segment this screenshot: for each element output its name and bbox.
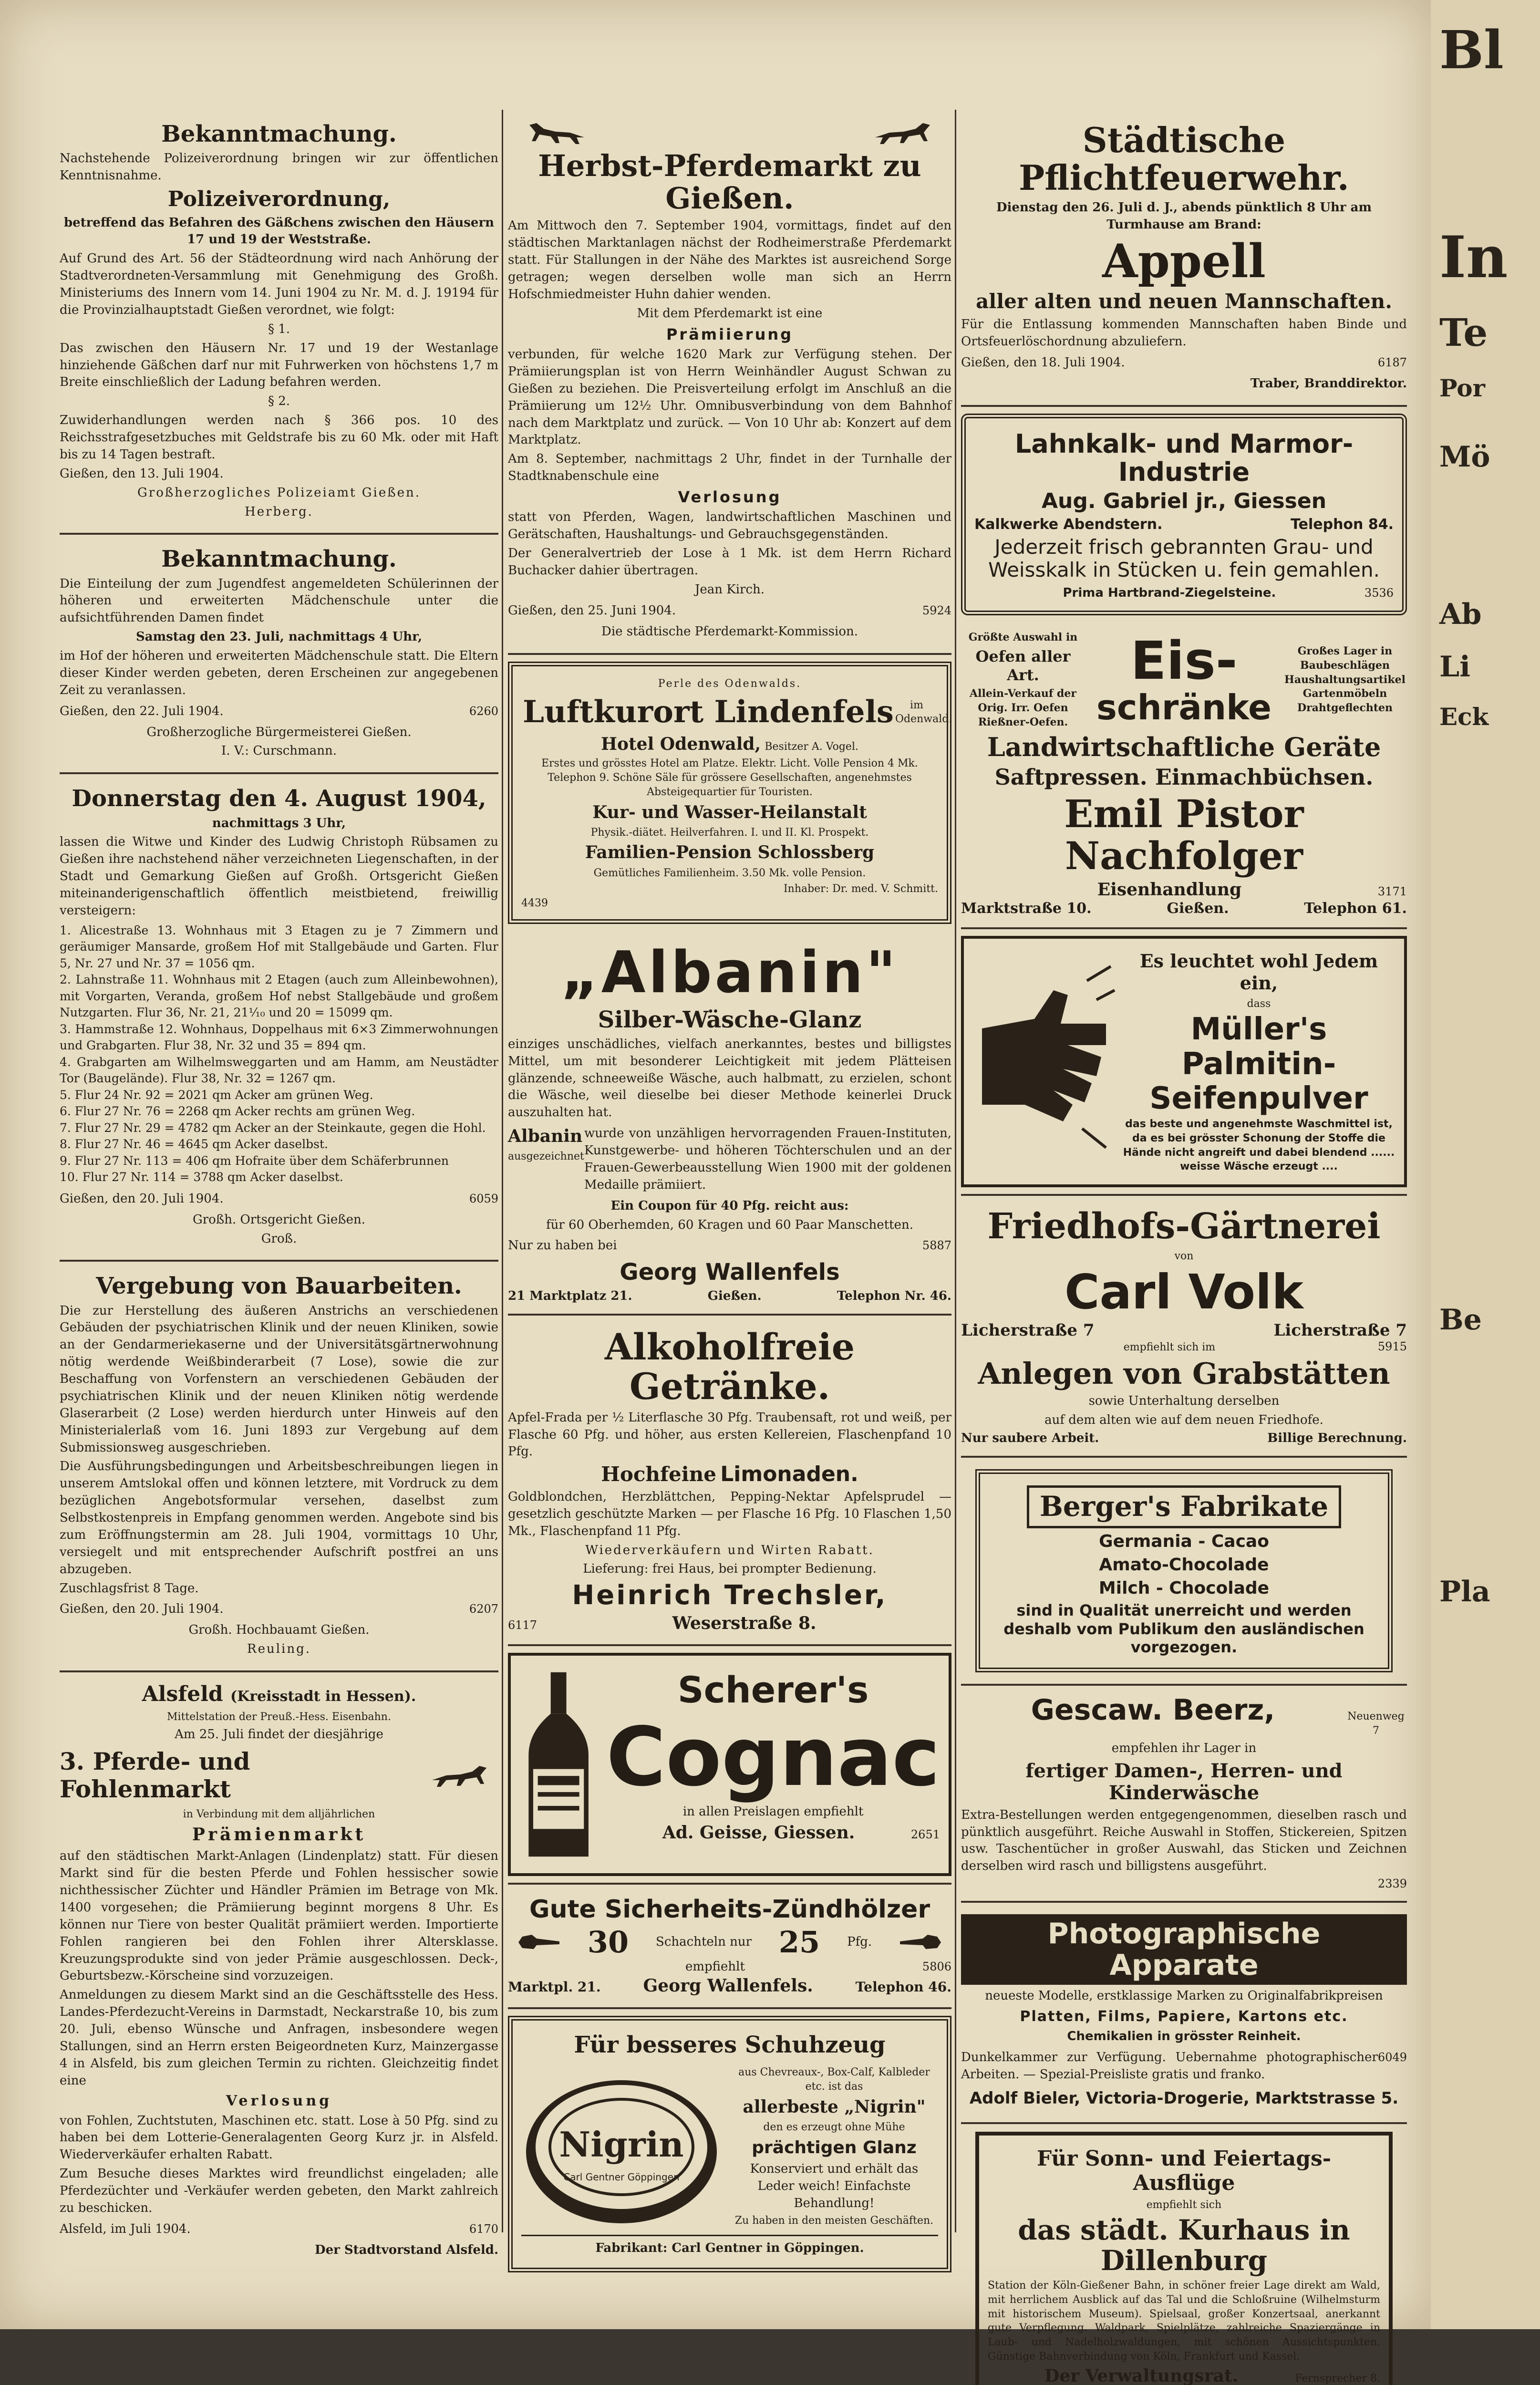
edge-fragment: Te: [1439, 310, 1488, 355]
paragraph-text: Das zwischen den Häusern Nr. 17 und 19 der Westanlage hinziehende Gäßchen darf nur mit Fuhrwerken von höchstens 1,7 m Breite einschließlich der Ladung befahren werden.: [60, 341, 498, 390]
ad-number: 2339: [1377, 1877, 1407, 1891]
ad-recommend: empfiehlt sich im: [1123, 1341, 1216, 1354]
firm-name: Gescaw. Beerz,: [1031, 1693, 1275, 1727]
ad-body: verbunden, für welche 1620 Mark zur Verfügung stehen. Der Prämiierungsplan ist von Herrn Weinhändler August Schwan zu Gießen zu beziehen. Die Preisverteilung erfolgt im Anschluß an die Prämiierung um 12½ Uhr. Omnibusverbindung von dem Bahnhof nach dem Marktplatz und zurück. — Von 10 Uhr ab: Konzert auf dem Marktplatz.: [508, 347, 951, 447]
ad-body: auf den städtischen Markt-Anlagen (Lindenplatz) statt. Für diesen Markt sind für die besten Pferde und Fohlen hessischer sowie nichthessischer Züchter und Händler Prämien im Betrage von Mk. 1400 vorgesehen; die Prämiierung beginnt morgens 8 Uhr. Es können nur Tiere von bester Qualität prämiiert werden. Importierte Fohlen rangieren bei den Fohlen ihrer Altersklasse. Kreuzungsprodukte sind von jeder Prämie ausgeschlossen. Deck-, Geburtsbezw.-Körscheine sind vorzuzeigen.: [60, 1849, 498, 1983]
pistor-line: Landwirtschaftliche Geräte: [987, 732, 1381, 763]
notice-body: Die Einteilung der zum Jugendfest angemeldeten Schülerinnen der höheren und erweiterten Mädchenschule unter die aufsichtführenden Damen findet: [60, 576, 498, 625]
firm-phone: Telephon 84.: [1291, 516, 1394, 533]
notice-signer: Traber, Branddirektor.: [1250, 376, 1407, 391]
ad-berger: [975, 1469, 1393, 1673]
ad-title: Photographische Apparate: [961, 1914, 1407, 1985]
edge-fragment: Pla: [1439, 1575, 1490, 1608]
pension-title: Familien-Pension Schlossberg: [585, 842, 875, 863]
product-name: Cognac: [606, 1710, 940, 1804]
dealer-name: Heinrich Trechsler,: [572, 1580, 888, 1611]
ad-kurhaus: [975, 2132, 1393, 2385]
ad-subtitle: Silber-Wäsche-Glanz: [598, 1006, 862, 1033]
notice-body: Die zur Herstellung des äußeren Anstrichs an verschiedenen Gebäuden der psychiatrischen Klinik und der neuen Kliniken, sowie an der Gendarmeriekaserne und der Universitätsgärtnerwohnung nötig werdende Weißbinderarbeit (7 Lose), sowie die zur Beschaffung von Vorfenstern an verschiedenen Gebäuden der psychiatrischen Klinik und der neuen Kliniken nötig werdende Glaserarbeit (2 Lose) werden hierdurch unter Hinweis auf den Ministerialerlaß vom 16. Juni 1893 zur Vergebung auf dem Submissionsweg ausgeschrieben.: [60, 1303, 498, 1455]
notice-date: Gießen, den 13. Juli 1904.: [60, 466, 224, 481]
ad-body: Apfel-Frada per ½ Literflasche 30 Pfg. Traubensaft, rot und weiß, per Flasche 60 Pfg. und höher, aus ersten Kellereien, Flaschenpfand 10 Pfg.: [508, 1410, 951, 1459]
auction-title: Donnerstag den 4. August 1904,: [72, 785, 486, 812]
pistor-left: Rießner-Oefen.: [978, 716, 1068, 728]
edge-fragment: Ab: [1439, 598, 1482, 631]
notice-bauarbeiten: [60, 1262, 498, 1672]
ad-zuendhoelzer: [508, 1883, 951, 2009]
ad-number: 3171: [1377, 885, 1407, 899]
ad-body: Mit dem Pferdemarkt ist eine: [637, 306, 823, 321]
ad-body: Extra-Bestellungen werden entgegengenommen, dieselben rasch und pünktlich ausgeführt. Reiche Auswahl in Stoffen, Stickereien, Spitzen usw. Taschentücher in großer Auswahl, das Sticken und Zeichnen derselben wird rasch und billigstens ausgeführt.: [961, 1807, 1407, 1874]
verlosung-title: Verlosung: [678, 488, 782, 507]
notice-date: Gießen, den 20. Juli 1904.: [60, 1191, 224, 1206]
ad-subtitle: Mittelstation der Preuß.-Hess. Eisenbahn.: [167, 1711, 391, 1723]
ad-number: 6049: [1377, 2051, 1407, 2064]
firm-address: Neuenweg 7: [1347, 1711, 1405, 1737]
product-item: Germania - Cacao: [1099, 1531, 1269, 1551]
notice-authority: Großherzogliches Polizeiamt Gießen.: [137, 485, 421, 500]
praemien-title: Prämienmarkt: [192, 1825, 366, 1845]
pension-owner: Inhaber: Dr. med. V. Schmitt.: [783, 883, 938, 895]
ad-recommend: empfehlen ihr Lager in: [1111, 1741, 1257, 1755]
pension-text: Gemütliches Familienheim. 3.50 Mk. volle Pension.: [593, 867, 866, 879]
edge-fragment: Mö: [1439, 440, 1490, 474]
notice-when: Dienstag den 26. Juli d. J., abends pünktlich 8 Uhr am Turmhause am Brand:: [996, 200, 1372, 232]
notice-title: Vergebung von Bauarbeiten.: [96, 1273, 462, 1300]
works-name: Kalkwerke Abendstern.: [974, 516, 1163, 533]
ad-text: in allen Preislagen empfiehlt: [682, 1804, 864, 1819]
notice-authority: Großh. Hochbauamt Gießen.: [188, 1623, 370, 1638]
firm-name: Carl Volk: [1065, 1264, 1303, 1320]
paragraph-number: § 2.: [268, 394, 290, 409]
pointing-hand-icon: [972, 962, 1116, 1162]
dealer-address: Marktpl. 21.: [508, 1979, 601, 1995]
ad-body: Der Generalvertrieb der Lose à 1 Mk. ist dem Herrn Richard Buchacker dahier übertragen.: [508, 546, 951, 578]
kur-title: Kur- und Wasser-Heilanstalt: [592, 802, 867, 822]
ad-number: 6187: [1377, 356, 1407, 370]
column-1: [60, 110, 498, 2261]
ad-number: 5806: [922, 1960, 951, 1974]
ad-title: „Albanin": [560, 939, 899, 1006]
ad-service: auf dem alten wie auf dem neuen Friedhofe.: [1044, 1412, 1323, 1427]
notice-title: Städtische Pflichtfeuerwehr.: [1019, 120, 1349, 198]
nigrin-maker: Fabrikant: Carl Gentner in Göppingen.: [521, 2235, 938, 2257]
notice-signer: I. V.: Curschmann.: [221, 744, 337, 758]
edge-fragment: Eck: [1439, 703, 1489, 731]
ad-title: Friedhofs-Gärtnerei: [987, 1206, 1381, 1247]
ad-body: Zum Besuche dieses Marktes wird freundlichst eingeladen; alle Pferdezüchter und -Verkäufer werden gebeten, den Markt zahlreich zu beschicken.: [60, 2167, 498, 2215]
property-item: 1. Alicestraße 13. Wohnhaus mit 3 Etagen zu je 7 Zimmern und geräumiger Mansarde, großem Hof mit Stallgebäude und Garten. Flur 5, Nr. 27 und Nr. 37 = 1056 qm.: [60, 923, 498, 970]
property-item: 6. Flur 27 Nr. 76 = 2268 qm Acker rechts am grünen Weg.: [60, 1104, 415, 1119]
ad-title: Berger's Fabrikate: [1027, 1485, 1341, 1528]
appell-title: Appell: [1102, 234, 1266, 289]
ad-date: Alsfeld, im Juli 1904.: [60, 2221, 191, 2236]
price-mid: Schachteln nur: [656, 1935, 752, 1949]
property-list: [60, 923, 498, 1186]
bottle-icon: [519, 1664, 598, 1865]
notice-body: Die Ausführungsbedingungen und Arbeitsbeschreibungen liegen in unserem Amtslokal offen und können letztere, mit Vordruck zu dem bezüglichen Angebotsformular versehen, daselbst zum Selbstkostenpreis in Empfang genommen werden. Angebote sind bis zum Eröffnungstermin am 28. Juli 1904, vormittags 10 Uhr, versiegelt und mit entsprechender Aufschrift postfrei an uns abzugeben.: [60, 1459, 498, 1576]
firm-address: Licherstraße 7: [961, 1321, 1095, 1340]
notice-feuerwehr: [961, 110, 1407, 407]
ad-title-sub: (Kreisstadt in Hessen).: [230, 1688, 416, 1705]
ad-body: das beste und angenehmste Waschmittel ist, da es bei grösster Schonung der Stoffe die Hände nicht angreift und dabei blendend ...... weisse Wäsche erzeugt ....: [1123, 1118, 1395, 1173]
ad-signer: Der Verwaltungsrat.: [1044, 2365, 1239, 2385]
ad-pistor: [961, 622, 1407, 930]
ad-number: 4439: [521, 897, 548, 909]
product-item: Amato-Chocolade: [1099, 1555, 1269, 1575]
schraenke-title: schränke: [1096, 687, 1271, 727]
brand-sub: ausgezeichnet: [508, 1151, 584, 1163]
notice-authority: Großh. Ortsgericht Gießen.: [192, 1212, 366, 1227]
dealer-name: Georg Wallenfels: [620, 1259, 840, 1286]
ad-beerz: [961, 1684, 1407, 1903]
ad-nigrin: [508, 2016, 951, 2272]
ad-body: Lieferung: frei Haus, bei prompter Bedienung.: [583, 1562, 877, 1576]
verlosung-title: Verlosung: [226, 2092, 332, 2109]
pistor-right: Großes Lager in: [1297, 645, 1393, 658]
ad-lindenfels: [508, 662, 951, 924]
ad-lahnkalk: [961, 414, 1407, 615]
auction-body: lassen die Witwe und Kinder des Ludwig Christoph Rübsamen zu Gießen ihre nachstehend näher verzeichneten Liegenschaften, in der Stadt und Gemarkung Gießen auf Großh. Ortsgericht Gießen miteinanderigenschaftlich öffentlich meistbietend, freiwillig versteigern:: [60, 835, 498, 918]
firm-name: Emil Pistor Nachfolger: [1064, 791, 1304, 879]
firm-city: Gießen.: [1167, 900, 1229, 917]
notice-body: Auf Grund des Art. 56 der Städteordnung wird nach Anhörung der Stadtverordneten-Versammlung mit Genehmigung des Großh. Ministeriums des Innern vom 14. Juni 1904 zu Nr. M. d. J. 19194 für die Provinzialhauptstadt Gießen verordnet, wie folgt:: [60, 251, 498, 317]
dealer-address: 21 Marktplatz 21.: [508, 1288, 632, 1303]
edge-fragment: Be: [1439, 1303, 1482, 1337]
ad-goods: fertiger Damen-, Herren- und Kinderwäsche: [1025, 1759, 1343, 1804]
pistor-left: Allein-Verkauf der: [970, 687, 1076, 700]
ad-service: Anlegen von Grabstätten: [978, 1356, 1390, 1391]
brand-name: Müller's: [1190, 1012, 1327, 1047]
ad-title: Alkoholfreie Getränke.: [604, 1325, 855, 1408]
brand-name: Albanin: [508, 1126, 583, 1147]
property-item: 4. Grabgarten am Wilhelmsweggarten und am Hamm, am Neustädter Tor (Baugelände). Flur 38, Nr. 32 = 1267 qm.: [60, 1055, 498, 1086]
notice-intro: Nachstehende Polizeiverordnung bringen wir zur öffentlichen Kenntnisnahme.: [60, 151, 498, 183]
notice-jugendfest: [60, 535, 498, 774]
notice-authority: Großherzogliche Bürgermeisterei Gießen.: [146, 725, 412, 739]
ad-friedhofsgaertnerei: [961, 1194, 1407, 1458]
pistor-left: Größte Auswahl in: [968, 631, 1078, 643]
nigrin-claim: allerbeste „Nigrin": [743, 2096, 926, 2117]
ad-body: Jederzeit frisch gebrannten Grau- und Weisskalk in Stücken u. fein gemahlen.: [988, 535, 1380, 582]
ad-body: Anmeldungen zu diesem Markt sind an die Geschäftsstelle des Hess. Landes-Pferdezucht-Vereins in Darmstadt, Neckarstraße 10, bis zum 20. Juli, ebenso Wünsche und Anfragen, insbesondere wegen Stallungen, sind an Herrn ersten Beigeordneten Kurz, Mainzergasse 4 in Alsfeld, bis zum gleichen Termin zu richten. Gleichzeitig findet eine: [60, 1988, 498, 2088]
nigrin-claim: prächtigen Glanz: [752, 2137, 917, 2157]
dealer-phone: Telephon 46.: [855, 1979, 951, 1995]
ad-photographie: [961, 1903, 1407, 2124]
property-item: 8. Flur 27 Nr. 46 = 4645 qm Acker daselbst.: [60, 1137, 329, 1151]
firm-sub: Eisenhandlung: [1097, 880, 1242, 900]
ad-mueller-seifenpulver: [961, 936, 1407, 1187]
dealer-phone: Telephon Nr. 46.: [837, 1288, 951, 1303]
ad-body: Station der Köln-Gießener Bahn, in schöner freier Lage direkt am Wald, mit herrlichem Ausblick auf das Tal und die Schloßruine (Wilhelmsturm mit historischem Museum). Spielsaal, großer Konzertsaal, anerkannt gute Verpflegung. Waldpark, Spielplätze, zahlreiche Spaziergänge in Laub- und Nadelholzwaldungen, mit schönen Aussichtspunkten. Günstige Bahnverbindung von Köln, Frankfurt und Kassel.: [988, 2280, 1380, 2363]
ad-body: Am 8. September, nachmittags 2 Uhr, findet in der Turnhalle der Stadtknabenschule eine: [508, 452, 951, 484]
ad-title: Alsfeld: [142, 1682, 223, 1707]
notice-polizeiverordnung: [60, 110, 498, 535]
ad-recommend: empfiehlt: [685, 1960, 745, 1974]
notice-date: Gießen, den 18. Juli 1904.: [961, 355, 1125, 370]
ad-date: Gießen, den 25. Juni 1904.: [508, 603, 676, 618]
tin-brand: Nigrin: [559, 2124, 684, 2165]
product-item: Milch - Chocolade: [1098, 1578, 1270, 1598]
coupon-title: Ein Coupon für 40 Pfg. reicht aus:: [610, 1198, 849, 1213]
notice-date: Gießen, den 22. Juli 1904.: [60, 704, 224, 718]
column-rule: [955, 110, 956, 2232]
ad-title: Lahnkalk- und Marmor-Industrie: [1014, 428, 1354, 487]
firm-name: Aug. Gabriel jr., Giessen: [1041, 488, 1327, 513]
firm-address: Marktstraße 10.: [961, 900, 1092, 917]
ad-alkoholfrei: [508, 1316, 951, 1647]
ad-alsfeld: [60, 1672, 498, 2259]
nigrin-text: Konserviert und erhält das Leder weich! Einfachste Behandlung!: [750, 2161, 919, 2210]
ad-number: 2651: [910, 1827, 940, 1841]
ad-number: 5887: [922, 1239, 951, 1253]
ad-connection: in Verbindung mit dem alljährlichen: [183, 1808, 375, 1821]
brand-name: Scherer's: [677, 1669, 869, 1711]
property-item: 7. Flur 27 Nr. 29 = 4782 qm Acker an der Steinkaute, gegen die Hohl.: [60, 1120, 486, 1135]
ad-title: Luftkurort Lindenfels: [523, 694, 894, 730]
notice-title: Bekanntmachung.: [161, 121, 397, 147]
notice-when: Samstag den 23. Juli, nachmittags 4 Uhr,: [135, 630, 423, 644]
eis-title: Eis-: [1130, 630, 1238, 692]
ad-body: neueste Modelle, erstklassige Marken zu Originalfabrikpreisen: [985, 1989, 1383, 2003]
pistor-right: Haushaltungsartikel: [1284, 673, 1406, 686]
notice-body: im Hof der höheren und erweiterten Mädchenschule statt. Die Eltern dieser Kinder werden gebeten, deren Erscheinen zur angegebenen Zeit zu veranlassen.: [60, 649, 498, 697]
firm-address: Licherstraße 7: [1273, 1321, 1407, 1340]
pistor-right: Baubeschlägen: [1300, 659, 1390, 672]
column-3: [961, 110, 1407, 2385]
horse-icon: [427, 1761, 498, 1790]
property-item: 2. Lahnstraße 11. Wohnhaus mit 2 Etagen (auch zum Alleinbewohnen), mit Vorgarten, Veranda, großem Hof nebst Stallgebäude und großem Nutzgarten. Flur 36, Nr. 21, 21¹⁄₁₀ und 20 = 15099 qm.: [60, 973, 498, 1020]
ad-side: im Odenwald.: [895, 699, 952, 726]
ad-phone: Fernsprecher 8.: [1295, 2372, 1380, 2385]
pistor-right: Gartenmöbeln: [1302, 687, 1387, 700]
hotel-text: Erstes und grösstes Hotel am Platze. Elektr. Licht. Volle Pension 4 Mk. Telephon 9. Schöne Säle für grössere Gesellschaften, angenehmstes Absteigequartier für Touristen.: [541, 757, 918, 798]
notice-signer: Reuling.: [247, 1642, 311, 1657]
horse-icon: [517, 118, 589, 147]
column-2: [508, 110, 951, 2279]
ad-items: Platten, Films, Papiere, Kartons etc.: [1020, 2008, 1348, 2025]
ad-body: einziges unschädliches, vielfach anerkanntes, bestes und billigstes Mittel, um mit besonderer Leichtigkeit mit jedem Plätteisen glänzende, schneeweiße Wäsche, auch halbmatt, zu erzielen, schont die Wäsche, weil dieselbe bei dieser Methode keinerlei Druck auszuhalten hat.: [508, 1037, 951, 1120]
ad-body: Wiederverkäufern und Wirten Rabatt.: [585, 1543, 874, 1557]
brand-name: Palmitin-: [1181, 1046, 1336, 1082]
pointing-hand-icon: [899, 1933, 942, 1952]
notice-zuschlag: Zuschlagsfrist 8 Tage.: [60, 1581, 199, 1596]
notice-body: Für die Entlassung kommenden Mannschaften haben Binde und Ortsfeuerlöschordnung abzuliefern.: [961, 317, 1407, 349]
pistor-right: Drahtgeflechten: [1297, 701, 1393, 714]
ad-number: 6260: [469, 704, 498, 718]
property-item: 10. Flur 27 Nr. 114 = 3788 qm Acker daselbst.: [60, 1170, 343, 1184]
notice-signer: Groß.: [261, 1231, 297, 1246]
ad-title: Für Sonn- und Feiertags-Ausflüge: [1036, 2146, 1332, 2195]
ad-signer: Der Stadtvorstand Alsfeld.: [315, 2242, 498, 2257]
hotel-name: Hotel Odenwald,: [601, 734, 761, 754]
ad-signer: Jean Kirch.: [694, 582, 765, 597]
ad-title: Gute Sicherheits-Zündhölzer: [529, 1895, 930, 1924]
ad-body: wurde von unzähligen hervorragenden Frauen-Instituten, Kunstgewerbe- und höheren Töchterschulen und an der Frauen-Gewerbeausstellung Wien 1900 mit der goldenen Medaille prämiiert.: [584, 1126, 951, 1192]
property-item: 5. Flur 24 Nr. 92 = 2021 qm Acker am grünen Weg.: [60, 1088, 373, 1102]
notice-subtitle: Polizeiverordnung,: [167, 187, 391, 211]
dealer-name: Georg Wallenfels.: [643, 1976, 813, 1996]
ad-slogan: Es leuchtet wohl Jedem ein,: [1139, 950, 1378, 994]
ad-left: Nur saubere Arbeit.: [961, 1431, 1099, 1445]
ad-cognac: [508, 1653, 951, 1876]
dealer-name: Ad. Geisse, Giessen.: [662, 1822, 855, 1843]
coupon-text: für 60 Oberhemden, 60 Kragen und 60 Paar Manschetten.: [546, 1217, 913, 1232]
ad-date-line: Am 25. Juli findet der diesjährige: [175, 1727, 383, 1742]
ad-chem: Chemikalien in grösster Reinheit.: [1067, 2029, 1301, 2044]
ad-herbst-pferdemarkt: [508, 110, 951, 655]
auction-time: nachmittags 3 Uhr,: [212, 816, 346, 830]
notice-date: Gießen, den 20. Juli 1904.: [60, 1602, 224, 1617]
property-item: 3. Hammstraße 12. Wohnhaus, Doppelhaus mit 6×3 Zimmerwohnungen und Grabgarten. Flur 38, Nr. 32 und 35 = 894 qm.: [60, 1022, 498, 1053]
edge-fragment: In: [1439, 224, 1508, 291]
firm-phone: Telephon 61.: [1304, 900, 1407, 917]
praemierung-title: Prämiierung: [666, 325, 794, 343]
edge-fragment: Por: [1439, 374, 1485, 402]
ad-body: von Fohlen, Zuchtstuten, Maschinen etc. statt. Lose à 50 Pfg. sind zu haben bei dem Lotterie-Generalagenten Georg Kurz jr. in Alsfeld. Wiederverkäufer erhalten Rabatt.: [60, 2113, 498, 2162]
ad-body: Goldblondchen, Herzblättchen, Pepping-Nektar Apfelsprudel — gesetzlich geschützte Marken — per Flasche 16 Pfg. 10 Flaschen 1,50 Mk., Flaschenpfand 11 Pfg.: [508, 1489, 951, 1538]
ad-perle: Perle des Odenwalds.: [658, 677, 802, 690]
count-30: 30: [587, 1925, 629, 1960]
property-item: 9. Flur 27 Nr. 113 = 406 qm Hofraite über dem Schäferbrunnen: [60, 1153, 449, 1168]
ad-right: Billige Berechnung.: [1267, 1431, 1407, 1445]
nigrin-text: aus Chevreaux-, Box-Calf, Kalbleder etc. ist das: [738, 2066, 930, 2093]
ad-number: 5915: [1377, 1340, 1407, 1354]
paragraph-number: § 1.: [268, 321, 290, 336]
horse-icon: [870, 118, 942, 147]
ad-body: statt von Pferden, Wagen, landwirtschaftlichen Maschinen und Gerätschaften, Haushaltungs- und Gebrauchsgegenständen.: [508, 510, 951, 542]
edge-fragment: Bl: [1439, 19, 1504, 81]
notice-title: Bekanntmachung.: [161, 546, 397, 573]
ad-number: 3536: [1364, 586, 1394, 600]
ad-body: Dunkelkammer zur Verfügung. Uebernahme photographischer Arbeiten. — Spezial-Preisliste gratis und franko.: [961, 2050, 1378, 2082]
price-unit: Pfg.: [847, 1935, 872, 1949]
firm-name: das städt. Kurhaus in Dillenburg: [1018, 2213, 1350, 2277]
ad-number: 5924: [922, 603, 951, 617]
dealer-address: Weserstraße 8.: [672, 1613, 817, 1633]
ad-title: Herbst-Pferdemarkt zu Gießen.: [538, 148, 921, 216]
ad-title: Für besseres Schuhzeug: [574, 2031, 886, 2058]
notice-auction: [60, 774, 498, 1262]
ad-albanin: [508, 931, 951, 1316]
pointing-hand-icon: [517, 1933, 560, 1952]
nigrin-text: Zu haben in den meisten Geschäften.: [734, 2215, 934, 2227]
pistor-left: Orig. Irr. Oefen: [978, 701, 1068, 714]
brand-name: Seifenpulver: [1149, 1081, 1368, 1117]
ad-only: Nur zu haben bei: [508, 1238, 617, 1253]
nigrin-text: den es erzeugt ohne Mühe: [763, 2121, 905, 2133]
limo-label: Limonaden.: [720, 1462, 858, 1487]
column-rule: [502, 110, 503, 2232]
ad-sub: Prima Hartbrand-Ziegelsteine.: [1063, 585, 1276, 600]
ad-number: 6207: [469, 1602, 498, 1616]
ad-service: sowie Unterhaltung derselben: [1088, 1394, 1280, 1409]
pistor-line: Saftpressen. Einmachbüchsen.: [994, 764, 1374, 790]
hotel-owner: Besitzer A. Vogel.: [765, 740, 858, 753]
tin-maker: Carl Gentner Göppingen: [563, 2171, 680, 2183]
notice-signer: Herberg.: [245, 504, 313, 519]
ad-number: 6117: [508, 1618, 537, 1632]
ad-body: Am Mittwoch den 7. September 1904, vormittags, findet auf den städtischen Marktanlagen nächst der Rodheimerstraße Pferdemarkt statt. Für Stallungen in der Nähe des Marktes ist ausreichend Sorge getragen; wegen derselben wolle man sich an Herrn Hofschmiedmeister Huhn dahier wenden.: [508, 218, 951, 301]
notice-who: aller alten und neuen Mannschaften.: [976, 289, 1392, 313]
ad-von: von: [1174, 1250, 1194, 1262]
fein-label: Hochfeine: [601, 1462, 716, 1486]
pistor-left: Oefen aller Art.: [975, 647, 1071, 684]
ad-recommend: empfiehlt sich: [1146, 2199, 1222, 2211]
ad-number: 6170: [469, 2222, 498, 2236]
nigrin-tin-icon: [521, 2061, 722, 2233]
kur-text: Physik.-diätet. Heilverfahren. I. und II. Kl. Prospekt.: [590, 826, 869, 839]
ad-number: 6059: [469, 1192, 498, 1205]
price-25: 25: [778, 1925, 820, 1960]
market-title: 3. Pferde- und Fohlenmarkt: [60, 1747, 250, 1803]
dealer-name: Adolf Bieler, Victoria-Drogerie, Marktstrasse 5.: [969, 2089, 1399, 2108]
paragraph-text: Zuwiderhandlungen werden nach § 366 pos. 10 des Reichsstrafgesetzbuches mit Geldstrafe bis zu 60 Mk. oder mit Haft bis zu 14 Tagen bestraft.: [60, 413, 498, 462]
ad-authority: Die städtische Pferdemarkt-Kommission.: [601, 624, 858, 639]
edge-fragment: Li: [1439, 650, 1470, 684]
ad-body: sind in Qualität unerreicht und werden deshalb vom Publikum den ausländischen vorgezogen.: [1003, 1601, 1364, 1656]
dealer-city: Gießen.: [707, 1288, 762, 1303]
notice-subject: betreffend das Befahren des Gäßchens zwischen den Häusern 17 und 19 der Weststraße.: [63, 215, 495, 247]
next-page-edge: [1431, 0, 1540, 2329]
ad-slogan: dass: [1247, 997, 1271, 1010]
